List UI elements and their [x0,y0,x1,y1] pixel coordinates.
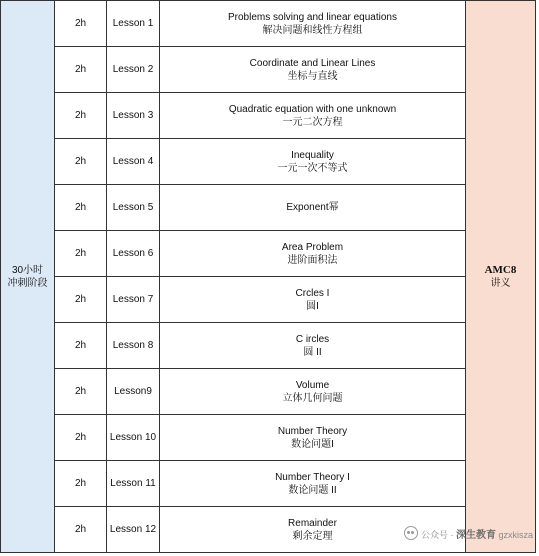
topic-cell [160,507,466,553]
lesson-cell [107,507,160,553]
hours-value: 2h [74,156,87,167]
topic-english: Quadratic equation with one unknown [228,103,397,115]
hours-value: 2h [74,386,87,397]
hours-cell [55,1,107,47]
lesson-label: Lesson 3 [112,110,154,121]
hours-value: 2h [74,248,87,259]
lesson-label: Lesson 8 [112,340,154,351]
topic-chinese: 数论问题I [291,438,334,450]
hours-value: 2h [74,64,87,75]
topic-cell [160,1,466,47]
hours-cell [55,139,107,185]
hours-value: 2h [74,202,87,213]
lesson-label: Lesson 10 [109,432,157,443]
topic-chinese: 数论问题 II [288,484,337,496]
lesson-cell [107,185,160,231]
lesson-label: Lesson 1 [112,18,154,29]
topic-chinese: 坐标与直线 [287,70,338,82]
hours-cell [55,323,107,369]
hours-cell [55,507,107,553]
lesson-label: Lesson9 [114,386,152,397]
lesson-cell [107,369,160,415]
hours-value: 2h [74,478,87,489]
topic-cell [160,277,466,323]
topic-chinese: 圆I [306,300,319,312]
topic-english: Remainder [288,517,337,529]
hours-cell [55,461,107,507]
topic-chinese: 立体几何问题 [282,392,343,404]
topic-english: Volume [295,379,330,391]
topic-cell [160,47,466,93]
lesson-label: Lesson 6 [112,248,154,259]
lesson-cell [107,461,160,507]
topic-cell [160,323,466,369]
topic-chinese: 圆 II [303,346,322,358]
topic-cell [160,139,466,185]
lesson-cell [107,277,160,323]
topic-chinese: 一元一次不等式 [277,162,348,174]
material-title: AMC8 [484,263,517,276]
topic-cell [160,93,466,139]
topic-chinese: 剩余定理 [292,530,333,542]
stage-cell [1,1,55,553]
topic-chinese: 一元二次方程 [282,116,343,128]
topic-english: Number Theory [277,425,348,437]
lesson-label: Lesson 11 [110,478,156,489]
hours-cell [55,231,107,277]
topic-cell [160,231,466,277]
watermark-text: 公众号 · 深生教育 gzxkisza [421,529,534,541]
topic-english: Problems solving and linear equations [228,11,397,23]
lesson-cell [107,323,160,369]
lesson-cell [107,1,160,47]
stage-hours-label: 30小时 [11,264,44,276]
topic-english: Crcles I [295,287,330,299]
hours-cell [55,185,107,231]
lesson-label: Lesson 2 [112,64,154,75]
hours-value: 2h [74,110,87,121]
hours-value: 2h [74,18,87,29]
topic-english: C ircles [295,333,330,345]
topic-english: Number Theory I [275,471,350,483]
hours-value: 2h [74,340,87,351]
lesson-label: Lesson 12 [109,524,157,535]
stage-phase-label: 冲刺阶段 [7,277,48,289]
hours-value: 2h [74,294,87,305]
hours-cell [55,415,107,461]
hours-cell [55,277,107,323]
hours-cell [55,369,107,415]
lesson-cell [107,231,160,277]
hours-value: 2h [74,524,87,535]
material-cell [466,1,536,553]
topic-chinese: 解决问题和线性方程组 [262,24,363,36]
lesson-cell [107,139,160,185]
lesson-label: Lesson 4 [112,156,154,167]
lesson-label: Lesson 7 [112,294,154,305]
topic-cell [160,185,466,231]
topic-english: Inequality [291,149,334,161]
topic-cell [160,415,466,461]
topic-cell [160,369,466,415]
topic-cell [160,461,466,507]
hours-cell [55,47,107,93]
hours-cell [55,93,107,139]
lesson-cell [107,415,160,461]
lesson-label: Lesson 5 [112,202,154,213]
material-subtitle: 讲义 [490,277,511,289]
lesson-cell [107,93,160,139]
lesson-cell [107,47,160,93]
hours-value: 2h [74,432,87,443]
topic-english: Area Problem [281,241,344,253]
topic-english: Coordinate and Linear Lines [249,57,376,69]
topic-chinese: 进阶面积法 [287,254,338,266]
topic-english: Exponent幂 [286,202,339,213]
